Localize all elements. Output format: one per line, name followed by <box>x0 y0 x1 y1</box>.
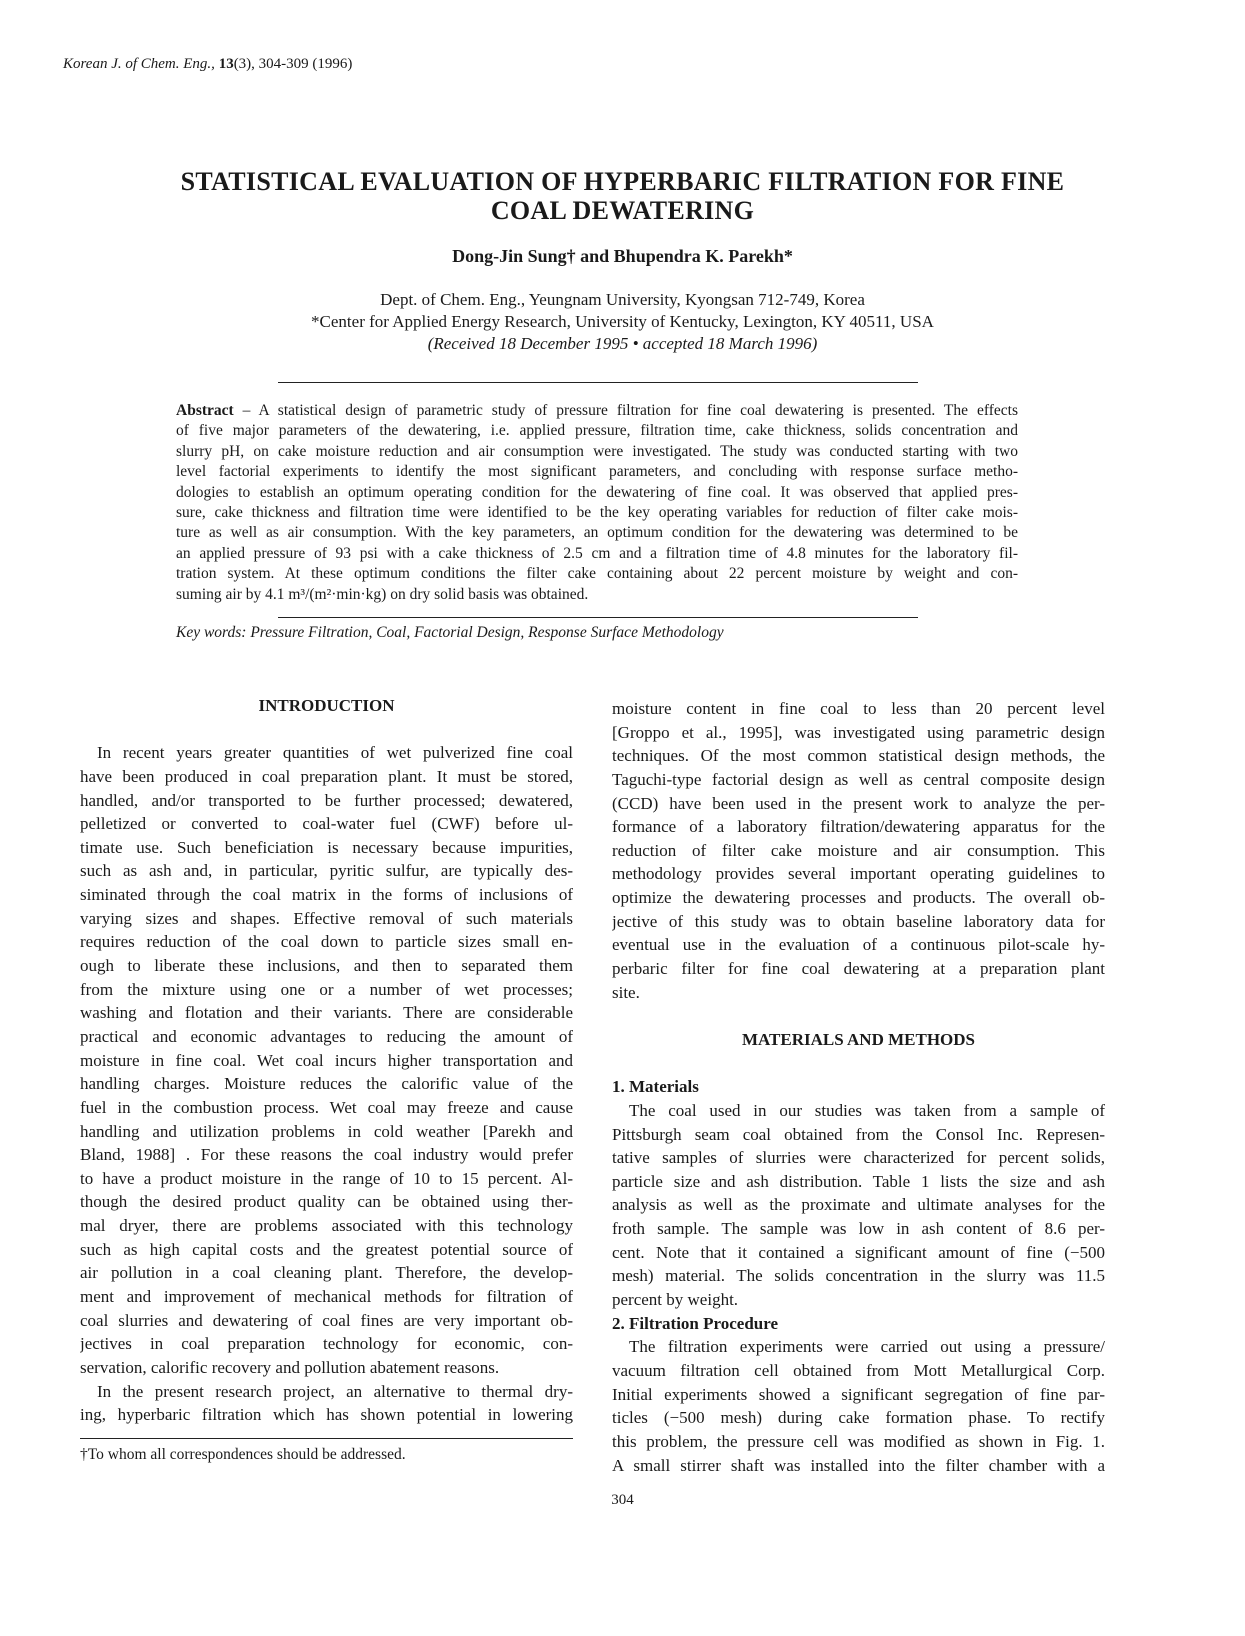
abstract-line: an applied pressure of 93 psi with a cake thickness of 2.5 cm and a filtration time of 4.8 minutes for the laboratory fil- <box>176 544 1018 562</box>
text-line: eventual use in the evaluation of a continuous pilot-scale hy- <box>612 935 1105 955</box>
text-line: analysis as well as the proximate and ultimate analyses for the <box>612 1195 1105 1215</box>
received-dates: (Received 18 December 1995 • accepted 18 March 1996) <box>427 334 818 353</box>
text-line: handling charges. Moisture reduces the calorific value of the <box>80 1074 573 1094</box>
subsection-heading: 1. Materials <box>612 1077 699 1097</box>
subsection-heading: 2. Filtration Procedure <box>612 1313 779 1333</box>
text-line: varying sizes and shapes. Effective removal of such materials <box>80 908 573 928</box>
text-line: washing and flotation and their variants. There are considerable <box>80 1003 573 1023</box>
journal-name: Korean J. of Chem. Eng., <box>63 56 215 72</box>
text-line: methodology provides several important operating guidelines to <box>612 864 1105 884</box>
text-line: ing, hyperbaric filtration which has shown potential in lowering <box>80 1405 573 1425</box>
abstract-label: Abstract <box>176 402 234 419</box>
text-line: A small stirrer shaft was installed into the filter chamber with a <box>612 1455 1105 1475</box>
text-line: particle size and ash distribution. Table 1 lists the size and ash <box>612 1171 1105 1191</box>
spacer <box>612 1052 1105 1076</box>
spacer <box>612 1004 1105 1028</box>
text-line: this problem, the pressure cell was modified as shown in Fig. 1. <box>612 1431 1105 1451</box>
divider <box>278 382 918 383</box>
text-line: Taguchi-type factorial design as well as central composite design <box>612 769 1105 789</box>
abstract-line: slurry pH, on cake moisture reduction and air consumption were investigated. The study was conducted starting with two <box>176 442 1018 460</box>
paper-title-line-2: COAL DEWATERING <box>490 196 755 225</box>
text-line: fuel in the combustion process. Wet coal may freeze and cause <box>80 1097 573 1117</box>
text-line: though the desired product quality can be obtained using ther- <box>80 1192 573 1212</box>
text-line: perbaric filter for fine coal dewatering at a preparation plant <box>612 959 1105 979</box>
text-line: handled, and/or transported to be further processed; dewatered, <box>80 790 573 810</box>
abstract-line: sure, cake thickness and filtration time were identified to be the key operating variables for reduction of filter cake mois- <box>176 503 1018 521</box>
text-line: have been produced in coal preparation plant. It must be stored, <box>80 766 573 786</box>
text-line: such as high capital costs and the greatest potential source of <box>80 1239 573 1259</box>
text-line: The filtration experiments were carried out using a pressure/ <box>629 1337 1105 1357</box>
left-column <box>80 694 573 1427</box>
right-column <box>612 697 1105 1477</box>
text-line: ticles (−500 mesh) during cake formation phase. To rectify <box>612 1408 1105 1428</box>
text-line: from the mixture using one or a number of wet processes; <box>80 979 573 999</box>
footnote-divider <box>80 1438 573 1439</box>
affiliation-1: Dept. of Chem. Eng., Yeungnam University, Kyongsan 712-749, Korea <box>380 290 865 309</box>
text-line: servation, calorific recovery and pollution abatement reasons. <box>80 1357 500 1377</box>
text-line: air pollution in a coal cleaning plant. Therefore, the develop- <box>80 1263 573 1283</box>
text-line: mal dryer, there are problems associated with this technology <box>80 1216 573 1236</box>
text-line: timate use. Such beneficiation is necessary because impurities, <box>80 837 573 857</box>
keywords: Key words: Pressure Filtration, Coal, Factorial Design, Response Surface Methodology <box>176 624 724 641</box>
text-line: such as ash and, in particular, pyritic sulfur, are typically des- <box>80 861 573 881</box>
text-line: ment and improvement of mechanical methods for filtration of <box>80 1287 573 1307</box>
abstract-line: suming air by 4.1 m³/(m²·min·kg) on dry solid basis was obtained. <box>176 585 589 603</box>
text-line: percent by weight. <box>612 1290 739 1310</box>
text-line: (CCD) have been used in the present work to analyze the per- <box>612 793 1105 813</box>
text-line: tative samples of slurries were characterized for percent solids, <box>612 1148 1105 1168</box>
text-line: vacuum filtration cell obtained from Mott Metallurgical Corp. <box>612 1360 1105 1380</box>
text-line: cent. Note that it contained a significant amount of fine (−500 <box>612 1242 1105 1262</box>
text-line: siminated through the coal matrix in the forms of inclusions of <box>80 885 573 905</box>
text-line: moisture content in fine coal to less than 20 percent level <box>612 699 1105 718</box>
abstract-line: Abstract – A statistical design of parametric study of pressure filtration for fine coal dewatering is presented. The effects <box>176 402 1018 419</box>
text-line: Pittsburgh seam coal obtained from the Consol Inc. Represen- <box>612 1124 1105 1144</box>
text-line: techniques. Of the most common statistical design methods, the <box>612 746 1105 766</box>
text-line: moisture in fine coal. Wet coal incurs higher transportation and <box>80 1050 573 1070</box>
abstract-line: tration system. At these optimum conditions the filter cake containing about 22 percent moisture by weight and con- <box>176 565 1018 583</box>
affiliation-2: *Center for Applied Energy Research, University of Kentucky, Lexington, KY 40511, USA <box>311 312 934 331</box>
text-line: Bland, 1988] . For these reasons the coal industry would prefer <box>80 1145 573 1165</box>
text-line: formance of a laboratory filtration/dewatering apparatus for the <box>612 817 1105 837</box>
text-line: reduction of filter cake moisture and air consumption. This <box>612 840 1105 860</box>
text-line: ough to liberate these inclusions, and then to separated them <box>80 956 573 976</box>
divider <box>278 617 918 618</box>
footnote: †To whom all correspondences should be addressed. <box>80 1446 406 1463</box>
journal-volume: 13 <box>218 56 234 72</box>
abstract-line: ture as well as air consumption. With the key parameters, an optimum condition for the dewatering was determined to be <box>176 524 1018 542</box>
journal-issue-pages: (3), 304-309 (1996) <box>233 56 353 72</box>
text-line: In recent years greater quantities of wet pulverized fine coal <box>97 743 573 763</box>
text-line: froth sample. The sample was low in ash content of 8.6 per- <box>612 1219 1105 1239</box>
text-line: practical and economic advantages to reducing the amount of <box>80 1026 573 1046</box>
text-line: The coal used in our studies was taken from a sample of <box>629 1100 1105 1120</box>
abstract <box>176 401 1018 605</box>
spacer <box>80 718 573 742</box>
abstract-line: of five major parameters of the dewatering, i.e. applied pressure, filtration time, cake thickness, solids concentration and <box>176 422 1018 440</box>
text-line: coal slurries and dewatering of coal fines are very important ob- <box>80 1310 573 1330</box>
text-line: pelletized or converted to coal-water fuel (CWF) before ul- <box>80 814 573 834</box>
text-line: optimize the dewatering processes and products. The overall ob- <box>612 888 1105 908</box>
page-number: 304 <box>611 1492 634 1508</box>
section-heading: INTRODUCTION <box>258 696 395 715</box>
authors: Dong-Jin Sung† and Bhupendra K. Parekh* <box>452 246 793 266</box>
journal-citation <box>63 56 352 73</box>
text-line: jective of this study was to obtain baseline laboratory data for <box>612 911 1105 931</box>
text-line: In the present research project, an alternative to thermal dry- <box>97 1381 573 1401</box>
text-line: jectives in coal preparation technology for economic, con- <box>80 1334 573 1354</box>
text-line: site. <box>612 982 640 1002</box>
abstract-line: level factorial experiments to identify the most significant parameters, and concluding with response surface metho- <box>176 463 1018 481</box>
text-line: handling and utilization problems in cold weather [Parekh and <box>80 1121 573 1141</box>
section-heading: MATERIALS AND METHODS <box>742 1029 975 1049</box>
text-line: to have a product moisture in the range of 10 to 15 percent. Al- <box>80 1168 573 1188</box>
text-line: [Groppo et al., 1995], was investigated using parametric design <box>612 722 1105 742</box>
text-line: Initial experiments showed a significant segregation of fine par- <box>612 1384 1105 1404</box>
text-line: mesh) material. The solids concentration in the slurry was 11.5 <box>612 1266 1105 1286</box>
paper-title-line-1: STATISTICAL EVALUATION OF HYPERBARIC FILTRATION FOR FINE <box>180 167 1065 196</box>
text-line: requires reduction of the coal down to particle sizes small en- <box>80 932 573 952</box>
abstract-line: dologies to establish an optimum operating condition for the dewatering of fine coal. It was observed that applied pres- <box>176 483 1018 501</box>
